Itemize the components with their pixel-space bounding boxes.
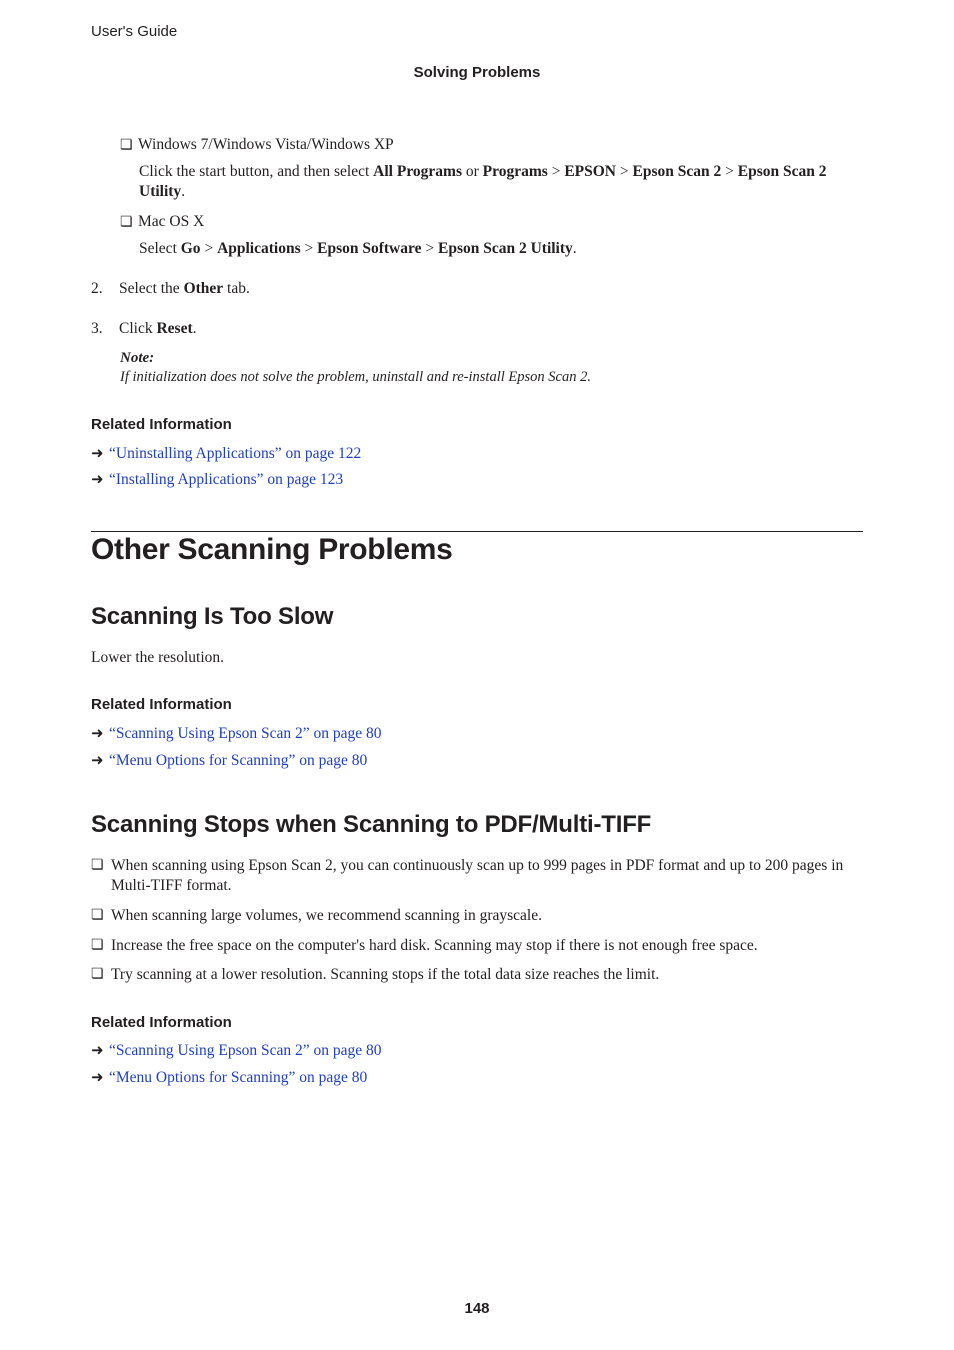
chapter-divider <box>91 531 863 532</box>
related-link-row[interactable] <box>91 1041 382 1060</box>
related-link-row[interactable] <box>91 751 367 770</box>
related-link-row[interactable] <box>91 1068 367 1087</box>
note-title: Note: <box>120 350 155 366</box>
bullet-item: ❏ When scanning using Epson Scan 2, you can continuously scan up to 999 pages in PDF format and up to 200 pages in Multi-TIFF format. <box>91 857 844 894</box>
os-windows-instructions: Click the start button, and then select All Programs or Programs > EPSON > Epson Scan 2 > Epson Scan 2 Utility. <box>139 163 827 200</box>
section-title-too-slow: Scanning Is Too Slow <box>91 603 334 630</box>
checkbox-icon: ❏ <box>91 908 104 923</box>
os-mac-instructions: Select Go > Applications > Epson Software > Epson Scan 2 Utility. <box>139 240 577 257</box>
section-title-scanning-stops: Scanning Stops when Scanning to PDF/Multi-TIFF <box>91 811 652 838</box>
step-3: 3. Click Reset. <box>91 320 197 337</box>
note-text: If initialization does not solve the problem, uninstall and re-install Epson Scan 2. <box>120 369 591 385</box>
related-link-row[interactable] <box>91 724 382 743</box>
related-link-menu-options[interactable]: “Menu Options for Scanning” on page 80 <box>109 1069 368 1086</box>
bullet-item: ❏ When scanning large volumes, we recommend scanning in grayscale. <box>91 907 542 924</box>
os-windows-label: ❏ Windows 7/Windows Vista/Windows XP <box>120 135 394 156</box>
arrow-right-icon: ➜ <box>91 1043 104 1059</box>
chapter-title: Other Scanning Problems <box>91 533 453 566</box>
checkbox-icon: ❏ <box>91 967 104 982</box>
arrow-right-icon: ➜ <box>91 472 104 488</box>
checkbox-icon: ❏ <box>120 138 133 153</box>
related-info-heading: Related Information <box>91 1014 232 1031</box>
step-2: 2. Select the Other tab. <box>91 280 250 297</box>
related-link-uninstalling[interactable]: “Uninstalling Applications” on page 122 <box>109 445 362 462</box>
related-info-heading: Related Information <box>91 416 232 433</box>
arrow-right-icon: ➜ <box>91 446 104 462</box>
os-mac-label: ❏ Mac OS X <box>120 212 204 233</box>
running-header-guide-title: User's Guide <box>91 23 178 40</box>
arrow-right-icon: ➜ <box>91 753 104 769</box>
bullet-item: ❏ Increase the free space on the computer's hard disk. Scanning may stop if there is not enough free space. <box>91 937 758 954</box>
arrow-right-icon: ➜ <box>91 726 104 742</box>
section-body-too-slow: Lower the resolution. <box>91 649 225 666</box>
page-number: 148 <box>464 1300 490 1317</box>
related-link-installing[interactable]: “Installing Applications” on page 123 <box>109 471 344 488</box>
bullet-item: ❏ Try scanning at a lower resolution. Scanning stops if the total data size reaches the limit. <box>91 966 660 983</box>
related-link-scanning-epson-scan-2[interactable]: “Scanning Using Epson Scan 2” on page 80 <box>109 725 382 742</box>
running-header-section-title: Solving Problems <box>413 64 541 81</box>
related-link-row[interactable] <box>91 444 361 463</box>
related-info-heading: Related Information <box>91 696 232 713</box>
related-link-row[interactable] <box>91 470 343 489</box>
related-link-menu-options[interactable]: “Menu Options for Scanning” on page 80 <box>109 752 368 769</box>
checkbox-icon: ❏ <box>91 938 104 953</box>
checkbox-icon: ❏ <box>91 858 104 873</box>
checkbox-icon: ❏ <box>120 215 133 230</box>
arrow-right-icon: ➜ <box>91 1070 104 1086</box>
related-link-scanning-epson-scan-2[interactable]: “Scanning Using Epson Scan 2” on page 80 <box>109 1042 382 1059</box>
